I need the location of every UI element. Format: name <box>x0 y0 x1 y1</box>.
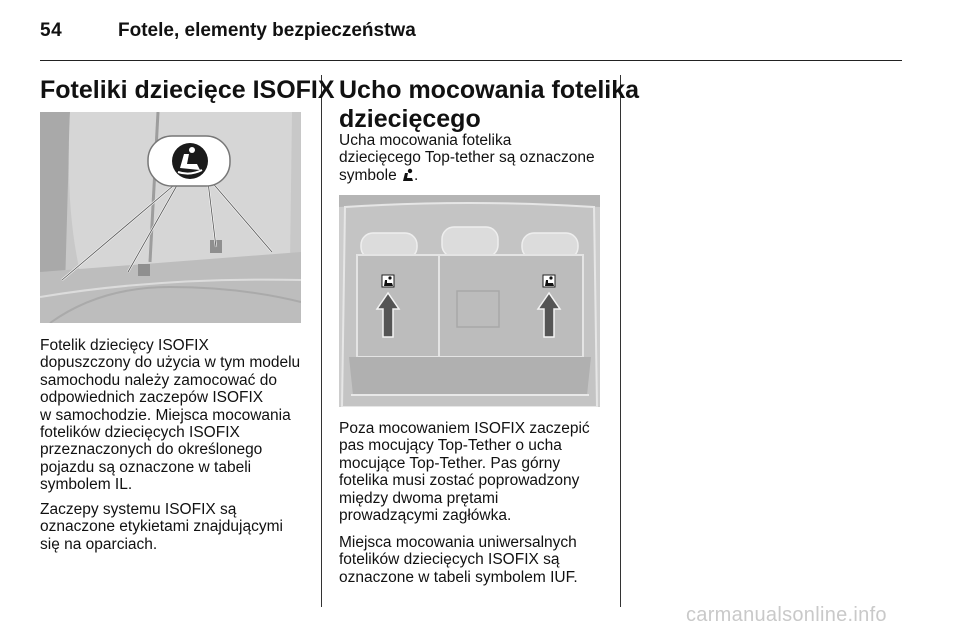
text-line: się na oparciach. <box>40 535 158 553</box>
isofix-rear-seat-figure <box>40 112 301 323</box>
text-line: symbolem IL. <box>40 476 133 494</box>
top-tether-paragraph-2 <box>339 420 590 524</box>
title-line: dziecięcego <box>339 105 481 133</box>
title-line: Ucho mocowania fotelika <box>339 76 640 104</box>
page-number: 54 <box>40 20 63 41</box>
text-line: Ucha mocowania fotelika <box>339 132 512 149</box>
text-line: samochodu należy zamocować do <box>40 371 277 389</box>
text-line <box>339 167 595 186</box>
text-line: przeznaczonych do określonego <box>40 441 263 459</box>
text-line: Zaczepy systemu ISOFIX są <box>40 501 237 518</box>
text-line: mocujące Top-Tether. Pas górny <box>339 454 561 472</box>
header-rule <box>40 60 902 61</box>
text-line: pas mocujący Top-Tether o ucha <box>339 437 562 455</box>
text-fragment: . <box>414 166 419 184</box>
text-line: oznaczone w tabeli symbolem IUF. <box>339 568 578 586</box>
column-divider-left <box>321 75 322 607</box>
text-line: w samochodzie. Miejsca mocowania <box>40 406 291 424</box>
top-tether-paragraph-1 <box>339 132 595 186</box>
child-seat-icon <box>172 143 208 179</box>
isofix-paragraph-1 <box>40 337 300 494</box>
text-line: pojazdu są oznaczone w tabeli <box>40 458 252 476</box>
text-line: Poza mocowaniem ISOFIX zaczepić <box>339 420 590 437</box>
top-tether-section-title <box>339 76 639 134</box>
text-line: prowadzącymi zagłówka. <box>339 507 512 525</box>
text-line: dziecięcego Top-tether są oznaczone <box>339 149 595 167</box>
top-tether-icon <box>401 168 414 186</box>
text-line: między dwoma prętami <box>339 489 499 507</box>
text-line: fotelików dziecięcych ISOFIX <box>40 424 240 442</box>
watermark: carmanualsonline.info <box>686 604 887 626</box>
text-fragment: symbole <box>339 166 397 184</box>
top-tether-paragraph-3 <box>339 534 578 586</box>
text-line: oznaczone etykietami znajdującymi <box>40 518 283 536</box>
isofix-paragraph-2 <box>40 501 283 553</box>
text-line: dopuszczony do użycia w tym modelu <box>40 354 301 372</box>
text-line: fotelików dziecięcych ISOFIX są <box>339 551 560 569</box>
text-line: Fotelik dziecięcy ISOFIX <box>40 337 209 354</box>
column-divider-right <box>620 75 621 607</box>
top-tether-trunk-figure <box>339 195 600 407</box>
running-header: Fotele, elementy bezpieczeństwa <box>118 20 416 41</box>
text-line: Miejsca mocowania uniwersalnych <box>339 534 577 551</box>
text-line: odpowiednich zaczepów ISOFIX <box>40 389 264 407</box>
isofix-section-title: Foteliki dziecięce ISOFIX <box>40 76 335 104</box>
text-line: fotelika musi zostać poprowadzony <box>339 472 580 490</box>
